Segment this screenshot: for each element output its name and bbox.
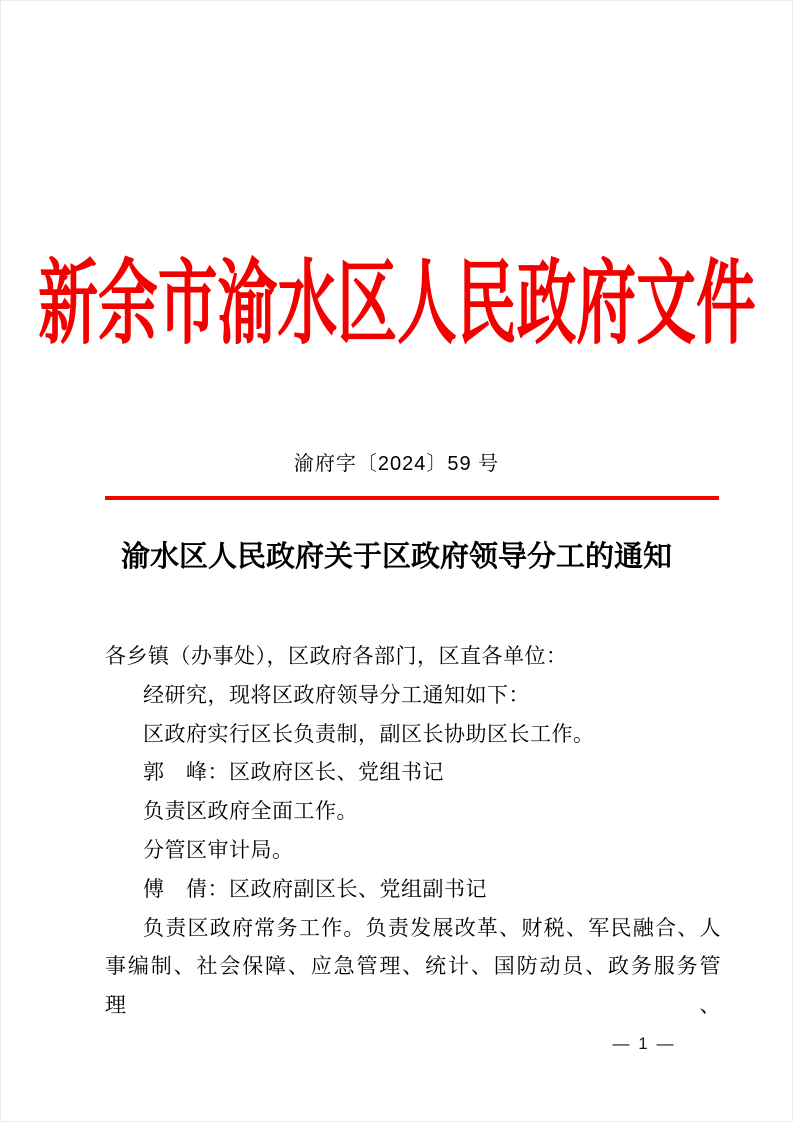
red-divider-line (105, 496, 719, 500)
body-line-salutation: 各乡镇（办事处），区政府各部门，区直各单位： (105, 645, 568, 668)
body-line: 经研究，现将区政府领导分工通知如下： (143, 683, 530, 707)
body-line: 负责区政府常务工作。负责发展改革、财税、军民融合、人 (143, 916, 721, 940)
body-line-leader-guo-feng: 郭 峰：区政府区长、党组书记 (143, 761, 444, 785)
government-masthead (1, 249, 792, 357)
masthead-title: 新余市渝水区人民政府文件 (37, 249, 756, 357)
body-line: 区政府实行区长负责制，副区长协助区长工作。 (143, 722, 595, 746)
body-line: 事编制、社会保障、应急管理、统计、国防动员、政务服务管理、 (105, 955, 721, 1018)
document-body (105, 638, 721, 1026)
body-line: 分管区审计局。 (143, 838, 294, 862)
body-line-leader-fu-qian: 傅 倩：区政府副区长、党组副书记 (143, 877, 487, 901)
document-title: 渝水区人民政府关于区政府领导分工的通知 (120, 541, 672, 573)
body-line: 负责区政府全面工作。 (143, 800, 358, 824)
document-number: 渝府字〔2024〕59 号 (293, 453, 500, 475)
page-number: — 1 — (612, 1034, 676, 1053)
